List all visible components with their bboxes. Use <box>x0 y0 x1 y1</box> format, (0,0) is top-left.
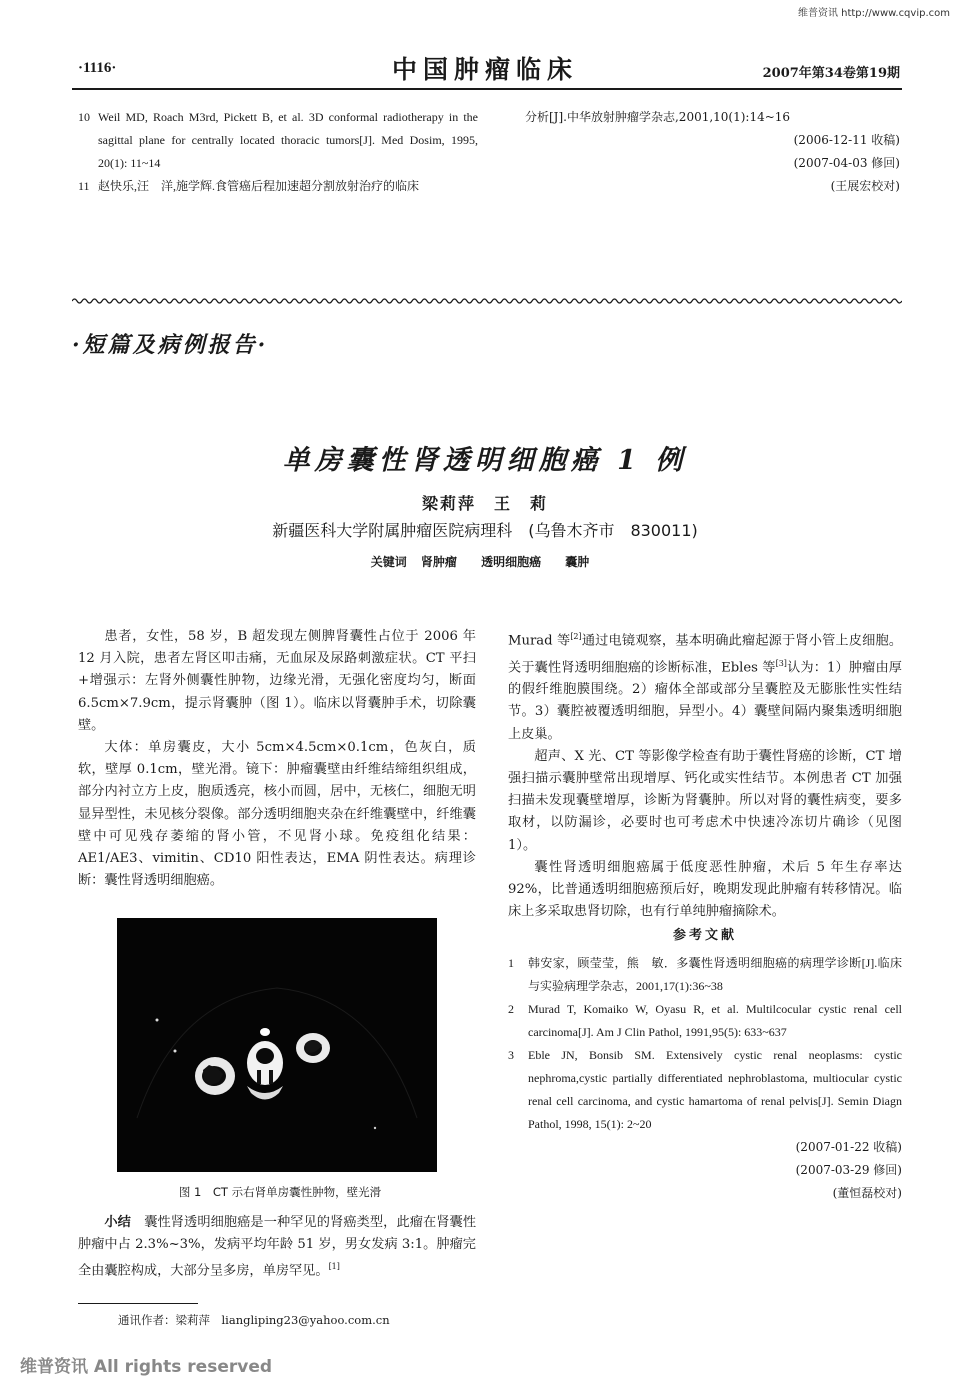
citation-marker: [3] <box>775 658 787 668</box>
reference-number: 10 <box>78 110 90 124</box>
citation-marker: [2] <box>570 632 582 641</box>
journal-name: 中国肿瘤临床 <box>391 55 578 84</box>
proofread-by: (董恒磊校对) <box>832 1185 902 1200</box>
reference-item <box>508 998 902 1044</box>
keywords-line <box>0 553 970 570</box>
received-date: (2007-01-22 收稿) <box>795 1139 902 1154</box>
body-paragraph: 超声、X 光、CT 等影像学检查有助于囊性肾癌的诊断，CT 增强扫描示囊肿壁常出现增厚、钙化或实性结节。本例患者 CT 加强扫描未发现囊壁增厚，诊断为肾囊肿。所以对肾的囊性病变，要多取材，以防漏诊，必要时也可考虑术中快速冷冻切片确诊（见图 1）。 <box>508 748 902 853</box>
reference-text: Murad T, Komaiko W, Oyasu R, et al. Multilcocular cystic renal cell carcinoma[J]. Am J Clin Pathol, 1991,95(5): 633~637 <box>528 1001 902 1039</box>
references-heading: 参考文献 <box>672 928 737 944</box>
reference-text: Weil MD, Roach M3rd, Pickett B, et al. 3D conformal radiotherapy in the sagittal plane for centrally located thoracic tumors[J]. Med Dosim, 1995, 20(1): 11~14 <box>98 110 478 170</box>
reference-number: 1 <box>508 955 514 970</box>
ct-scan-image <box>117 918 437 1172</box>
wavy-divider <box>72 297 902 305</box>
body-left-column <box>78 626 476 892</box>
corresponding-author: 通讯作者：梁莉萍 liangliping23@yahoo.com.cn <box>118 1313 390 1327</box>
article-title: 单房囊性肾透明细胞癌 1 例 <box>282 445 688 476</box>
bottom-watermark: 维普资讯 All rights reserved <box>20 1357 273 1377</box>
article-affiliation: 新疆医科大学附属肿瘤医院病理科 (乌鲁木齐市 830011) <box>272 521 698 540</box>
summary-paragraph <box>78 1212 476 1283</box>
body-paragraph: 大体：单房囊皮，大小 5cm×4.5cm×0.1cm，色灰白，质软，壁厚 0.1cm，壁光滑。镜下：肿瘤囊壁由纤维结缔组织组成，部分内衬立方上皮，胞质透亮，核小而圆，居中，无核仁，细胞无明显异型性，未见核分裂像。部分透明细胞夹杂在纤维囊壁中，纤维囊壁中可见残存萎缩的肾小管，不见肾小球。免疫组化结果：AE1/AE3、vimitin、CD10 阳性表达，EMA 阴性表达。病理诊断：囊性肾透明细胞癌。 <box>78 740 476 889</box>
summary-text: 囊性肾透明细胞癌是一种罕见的肾癌类型，此瘤在肾囊性肿瘤中占 2.3%~3%，发病平均年龄 51 岁，男女发病 3:1。肿瘤完全由囊腔构成，大部分呈多房，单房罕见。 <box>78 1215 477 1279</box>
figure-caption: 图 1 CT 示右肾单房囊性肿物，壁光滑 <box>178 1185 382 1199</box>
top-right-column <box>525 106 900 198</box>
body-text: 通过电镜观察，基本明确此瘤起源于肾小管上皮细胞。关于囊性肾透明细胞癌的诊断标准，Ebles 等 <box>508 633 903 675</box>
revised-date: (2007-03-29 修回) <box>795 1162 902 1177</box>
site-watermark: 维普资讯 http://www.cqvip.com <box>797 8 950 19</box>
reference-text: Eble JN, Bonsib SM. Extensively cystic renal neoplasms: cystic nephroma,cystic partially differentiated nephroblastoma, multiocular cystic renal cell carcinoma, and cystic hamartoma of renal pelvis[J]. Semin Diagn Pathol, 1998, 15(1): 2~20 <box>528 1047 902 1131</box>
proofread-by: (王展宏校对) <box>830 179 900 193</box>
section-heading: ·短篇及病例报告· <box>72 332 269 358</box>
reference-continuation: 分析[J].中华放射肿瘤学杂志,2001,10(1):14~16 <box>525 110 791 124</box>
footnote-rule <box>78 1303 198 1304</box>
reference-item <box>508 952 902 998</box>
keywords-label: 关键词 <box>370 555 407 569</box>
citation-marker: [1] <box>328 1262 340 1272</box>
keyword: 囊肿 <box>565 555 590 569</box>
summary-block <box>78 1212 476 1283</box>
top-reference-10 <box>78 106 478 198</box>
received-date: (2006-12-11 收稿) <box>793 133 900 147</box>
issue-info: 2007年第34卷第19期 <box>762 66 900 81</box>
header-rule <box>72 88 902 90</box>
body-text: 认为：1）肿瘤由厚的假纤维胞膜围绕。2）瘤体全部或部分呈囊腔及无膨胀性实性结节。3）囊腔被覆透明细胞，异型小。4）囊壁间隔内聚集透明细胞上皮巢。 <box>508 659 902 742</box>
revised-date: (2007-04-03 修回) <box>793 156 900 170</box>
body-right-column <box>508 626 902 1205</box>
reference-text: 韩安家，顾莹莹，熊 敏．多囊性肾透明细胞癌的病理学诊断[J].临床与实验病理学杂志，2001,17(1):36~38 <box>528 955 902 993</box>
keyword: 肾肿瘤 <box>420 555 457 569</box>
reference-text: 赵快乐,汪 洋,施学辉.食管癌后程加速超分割放射治疗的临床 <box>98 179 420 193</box>
reference-number: 3 <box>508 1047 514 1062</box>
keyword: 透明细胞癌 <box>481 555 542 569</box>
reference-item <box>508 1044 902 1136</box>
reference-item <box>78 106 478 175</box>
body-text: Murad 等 <box>508 633 571 649</box>
ct-scan-figure <box>117 918 437 1172</box>
body-paragraph: 囊性肾透明细胞癌属于低度恶性肿瘤，术后 5 年生存率达 92%，比普通透明细胞癌预后好，晚期发现此肿瘤有转移情况。临床上多采取患肾切除，也有行单纯肿瘤摘除术。 <box>508 859 902 920</box>
summary-label: 小结 <box>104 1215 131 1230</box>
article-authors: 梁莉萍 王 莉 <box>421 494 548 513</box>
reference-number: 11 <box>78 179 90 193</box>
body-paragraph: 患者，女性，58 岁，B 超发现左侧脾肾囊性占位于 2006 年 12 月入院，患者左肾区叩击痛，无血尿及尿路刺激症状。CT 平扫+增强示：左肾外侧囊性肿物，边缘光滑，无强化密度均匀，断面 6.5cm×7.9cm，提示肾囊肿（图 1）。临床以肾囊肿手术，切除囊壁。 <box>78 629 476 733</box>
reference-number: 2 <box>508 1001 514 1016</box>
body-paragraph <box>508 626 902 746</box>
page-number: ·1116· <box>78 60 117 76</box>
reference-item <box>78 175 478 198</box>
